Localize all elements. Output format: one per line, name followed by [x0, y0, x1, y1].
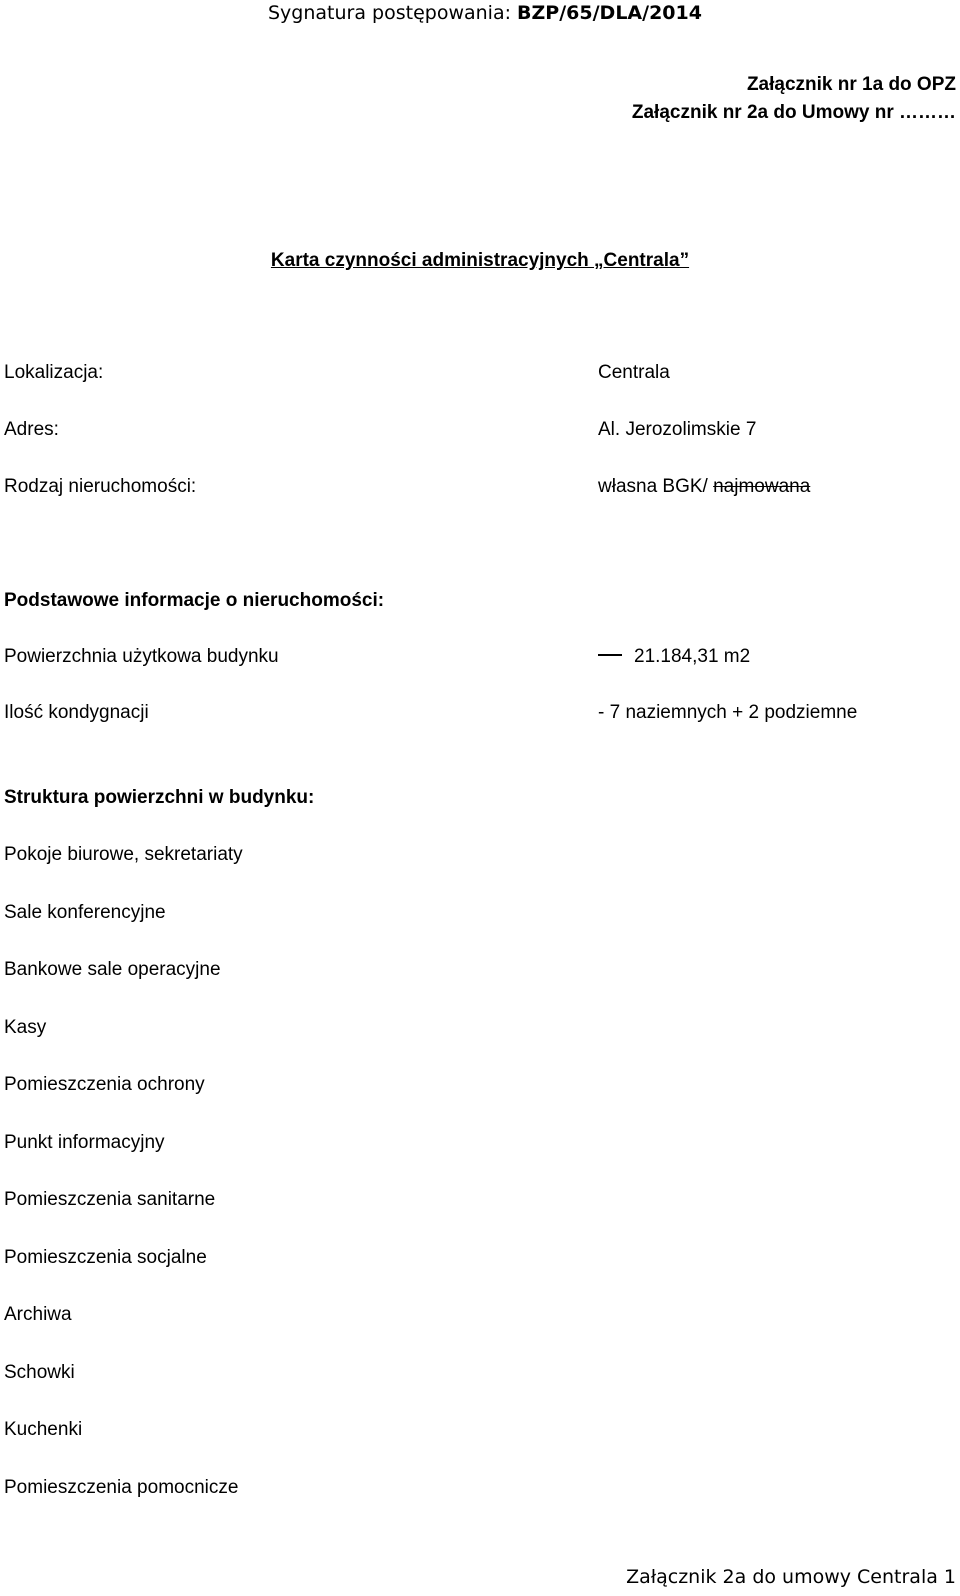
property-type-owned: własna BGK/ [598, 476, 714, 497]
list-item: Kuchenki [4, 1419, 83, 1440]
page-title: Karta czynności administracyjnych „Centrala” [270, 250, 690, 271]
list-item: Pomieszczenia socjalne [4, 1246, 207, 1268]
area-value-row [598, 646, 750, 668]
annex-contract: Załącznik nr 2a do Umowy nr ……… [631, 102, 956, 123]
list-item: Pomieszczenia sanitarne [4, 1189, 216, 1210]
location-label: Lokalizacja: [4, 362, 104, 383]
floors-value: - 7 naziemnych + 2 podziemne [598, 702, 858, 723]
floors-label: Ilość kondygnacji [4, 702, 149, 723]
signature-line [268, 2, 702, 24]
signature-label: Sygnatura postępowania: [268, 2, 511, 24]
list-item: Kasy [4, 1016, 47, 1038]
address-label: Adres: [4, 419, 59, 440]
signature-value: BZP/65/DLA/2014 [517, 2, 702, 24]
structure-heading: Struktura powierzchni w budynku: [4, 787, 315, 808]
list-item: Pokoje biurowe, sekretariaty [4, 844, 243, 865]
area-value: 21.184,31 m2 [634, 646, 751, 667]
list-item: Pomieszczenia pomocnicze [4, 1476, 239, 1498]
annex-opz: Załącznik nr 1a do OPZ [746, 74, 956, 95]
list-item: Bankowe sale operacyjne [4, 959, 221, 980]
list-item: Sale konferencyjne [4, 901, 166, 923]
property-type-rented-struck: najmowana [713, 476, 811, 497]
location-value: Centrala [598, 362, 670, 383]
basic-info-heading: Podstawowe informacje o nieruchomości: [4, 590, 385, 611]
page-footer: Załącznik 2a do umowy Centrala 1 [626, 1566, 956, 1588]
list-item: Archiwa [4, 1304, 72, 1325]
area-label: Powierzchnia użytkowa budynku [4, 646, 279, 667]
list-item: Schowki [4, 1361, 75, 1383]
property-type-label: Rodzaj nieruchomości: [4, 476, 197, 497]
address-value: Al. Jerozolimskie 7 [598, 419, 757, 440]
structure-list [4, 844, 243, 1534]
list-item: Pomieszczenia ochrony [4, 1074, 205, 1095]
property-type-value [598, 476, 810, 498]
dash-divider [598, 654, 622, 656]
list-item: Punkt informacyjny [4, 1131, 165, 1153]
